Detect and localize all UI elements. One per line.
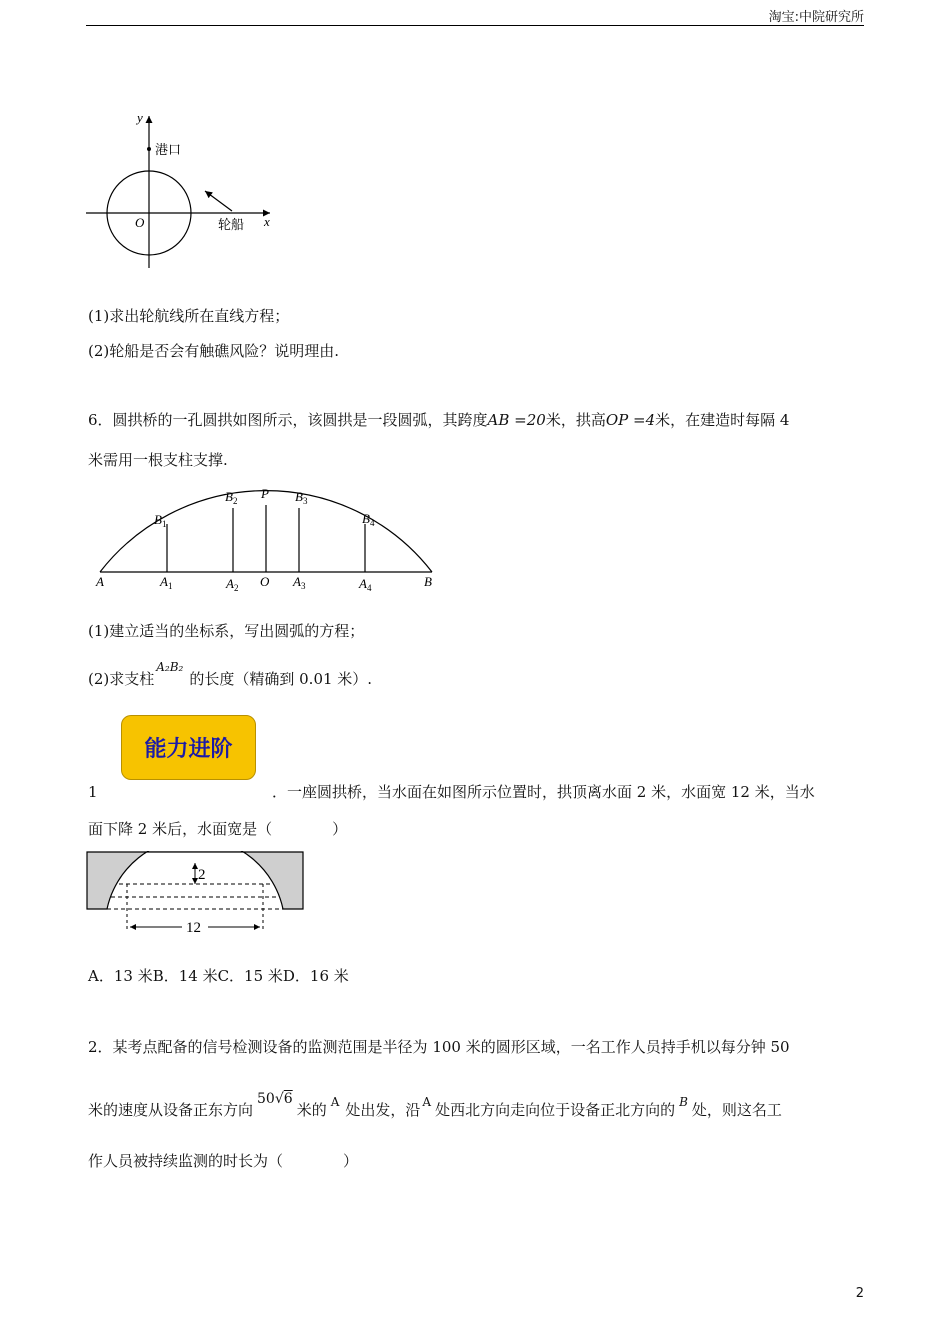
- figure-bridge-water: [86, 851, 306, 941]
- p2-point-a2: A: [422, 1095, 432, 1109]
- p1-line1: ．一座圆拱桥，当水面在如图所示位置时，拱顶离水面 2 米，水面宽 12 米，当水: [272, 783, 815, 801]
- q6-part2: [88, 660, 373, 690]
- section-badge: [121, 715, 256, 780]
- p2-line1: 2．某考点配备的信号检测设备的监测范围是半径为 100 米的圆形区域，一名工作人员持手机以每分钟 50: [88, 1038, 790, 1056]
- p1-line2: 面下降 2 米后，水面宽是（ ）: [88, 820, 348, 838]
- origin-label: O: [135, 215, 145, 230]
- section-title: 能力进阶: [144, 737, 233, 762]
- x-axis-label: x: [264, 214, 270, 229]
- label-B4: $B_4$: [362, 511, 375, 528]
- label-A2: $A_2$: [226, 576, 239, 593]
- q6-text-c: 米，在建造时每隔 4: [655, 411, 790, 429]
- ship-label: 轮船: [218, 218, 245, 233]
- port-label: 港口: [155, 143, 182, 158]
- y-axis-label: y: [137, 110, 143, 125]
- p2-distance: 50√6: [257, 1091, 293, 1107]
- q6-text-b: 米，拱高: [545, 411, 606, 429]
- q5-part1: (1)求出轮航线所在直线方程；: [88, 307, 290, 325]
- label-A: A: [96, 574, 104, 589]
- q6-text-a: 6．圆拱桥的一孔圆拱如图所示，该圆拱是一段圆弧，其跨度: [88, 411, 488, 429]
- p2-text-e: 处，则这名工: [691, 1101, 782, 1119]
- p2-line2: [88, 1091, 782, 1121]
- q6-part2-a: (2)求支柱: [88, 670, 155, 688]
- label-A4: $A_4$: [359, 576, 372, 593]
- q6-part2-b: 的长度（精确到 0.01 米）.: [189, 670, 373, 688]
- q5-part2: (2)轮船是否会有触礁风险？说明理由.: [88, 342, 340, 360]
- label-O: O: [260, 574, 270, 589]
- figure-arch-bridge: [90, 486, 440, 594]
- ship-course-arrow: [205, 191, 232, 211]
- q6-op-expr: OP =4: [605, 411, 656, 429]
- q6-ab-expr: AB =20: [487, 411, 546, 429]
- p2-point-a: A: [330, 1095, 340, 1109]
- p2-text-a: 米的速度从设备正东方向: [88, 1101, 254, 1119]
- header-shop-name: 淘宝:中院研究所: [768, 10, 864, 25]
- figure-circle-axes: [84, 108, 284, 273]
- label-A1: $A_1$: [160, 574, 173, 591]
- label-B2: $B_2$: [225, 489, 238, 506]
- port-point: [147, 147, 151, 151]
- label-B1: $B_1$: [154, 512, 167, 529]
- page-number: 2: [855, 1286, 864, 1301]
- p2-point-b: B: [679, 1095, 688, 1109]
- p2-text-b: 米的: [296, 1101, 327, 1119]
- q6-line2: 米需用一根支柱支撑.: [88, 451, 228, 469]
- height-label: 2: [198, 867, 206, 883]
- q6-part2-symbol: A₂B₂: [156, 660, 184, 674]
- width-label: 12: [186, 920, 201, 936]
- p2-text-c: 处出发，沿: [345, 1101, 421, 1119]
- label-A3: $A_3$: [293, 574, 306, 591]
- q6-line1: [88, 410, 789, 430]
- header-divider: [86, 25, 864, 26]
- label-B: B: [424, 574, 432, 589]
- label-B3: $B_3$: [295, 489, 308, 506]
- p2-text-d: 处西北方向走向位于设备正北方向的: [435, 1101, 676, 1119]
- label-P: P: [261, 486, 269, 501]
- p2-line3: 作人员被持续监测的时长为（ ）: [88, 1152, 359, 1170]
- q6-part1: (1)建立适当的坐标系，写出圆弧的方程；: [88, 622, 365, 640]
- p1-options: A．13 米B．14 米C．15 米D．16 米: [88, 967, 349, 985]
- p1-number: 1: [88, 783, 98, 801]
